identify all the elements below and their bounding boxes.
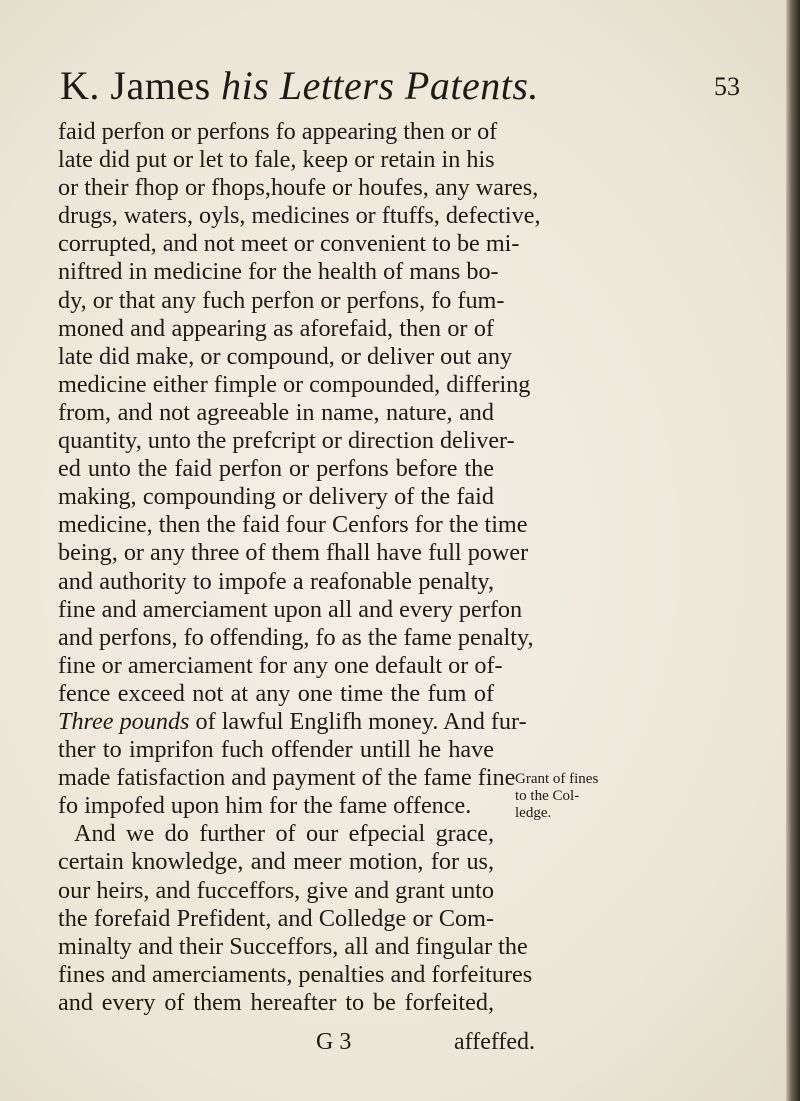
text-line: our heirs, and fucceffors, give and grant unto <box>58 876 494 904</box>
running-head-title-prefix: K. James <box>60 63 211 108</box>
running-head <box>60 62 740 112</box>
text-line: ed unto the faid perfon or perfons before the <box>58 455 494 483</box>
italic-amount: Three pounds <box>58 707 190 735</box>
text-line: corrupted, and not meet or convenient to be mi- <box>58 230 520 258</box>
text-line: quantity, unto the prefcript or direction deliver- <box>58 427 515 455</box>
text-line: the forefaid Prefident, and Colledge or Com- <box>58 904 494 932</box>
text-line: medicine, then the faid four Cenfors for the time <box>58 511 528 539</box>
text-line: certain knowledge, and meer motion, for us, <box>58 848 494 876</box>
text-line: moned and appearing as aforefaid, then or of <box>58 314 494 342</box>
text-line: niftred in medicine for the health of mans bo- <box>58 258 499 286</box>
text-line: from, and not agreeable in name, nature, and <box>58 398 494 426</box>
signature-mark: G 3 <box>316 1029 352 1055</box>
italic-line-rest: of lawful Englifh money. And fur- <box>195 707 527 735</box>
page-number: 53 <box>714 72 740 101</box>
text-line: fo impofed upon him for the fame offence. <box>58 792 472 820</box>
text-line-italic-lead <box>58 707 527 736</box>
margin-note-line: ledge. <box>515 805 552 821</box>
text-line: fence exceed not at any one time the fum of <box>58 679 494 707</box>
text-line: dy, or that any fuch perfon or perfons, fo fum- <box>58 286 505 314</box>
text-line: medicine either fimple or compounded, differing <box>58 370 531 398</box>
running-head-title <box>60 62 539 109</box>
text-line: making, compounding or delivery of the faid <box>58 483 494 511</box>
text-line: late did make, or compound, or deliver out any <box>58 342 513 370</box>
margin-note-line: Grant of fines <box>515 771 599 787</box>
catchword: affeffed. <box>454 1029 536 1055</box>
text-line: or their fhop or fhops,houfe or houfes, any wares, <box>58 174 539 202</box>
text-line: and authority to impofe a reafonable penalty, <box>58 567 494 595</box>
text-line: being, or any three of them fhall have full power <box>58 539 529 567</box>
margin-note-line: to the Col- <box>515 788 580 804</box>
text-line: ther to imprifon fuch offender untill he have <box>58 736 494 764</box>
text-line: and perfons, fo offending, fo as the fame penalty, <box>58 623 534 651</box>
text-line: fine or amerciament for any one default or of- <box>58 651 503 679</box>
text-line: fines and amerciaments, penalties and forfeitures <box>58 960 533 988</box>
text-line: faid perfon or perfons fo appearing then or of <box>58 118 498 145</box>
margin-note <box>515 771 635 822</box>
text-line: and every of them hereafter to be forfeited, <box>58 988 494 1016</box>
text-line: drugs, waters, oyls, medicines or ftuffs, defective, <box>58 202 541 230</box>
running-head-title-italic: his Letters Patents. <box>221 63 539 108</box>
text-line: minalty and their Succeffors, all and fingular the <box>58 932 528 960</box>
text-line: fine and amerciament upon all and every perfon <box>58 595 523 623</box>
body-text <box>58 118 541 1017</box>
page-footer <box>58 1029 536 1059</box>
binding-edge <box>786 0 800 1101</box>
text-line: And we do further of our efpecial grace, <box>74 820 494 848</box>
text-line: made fatisfaction and payment of the fame fine <box>58 764 516 792</box>
text-line: late did put or let to fale, keep or retain in his <box>58 146 495 174</box>
